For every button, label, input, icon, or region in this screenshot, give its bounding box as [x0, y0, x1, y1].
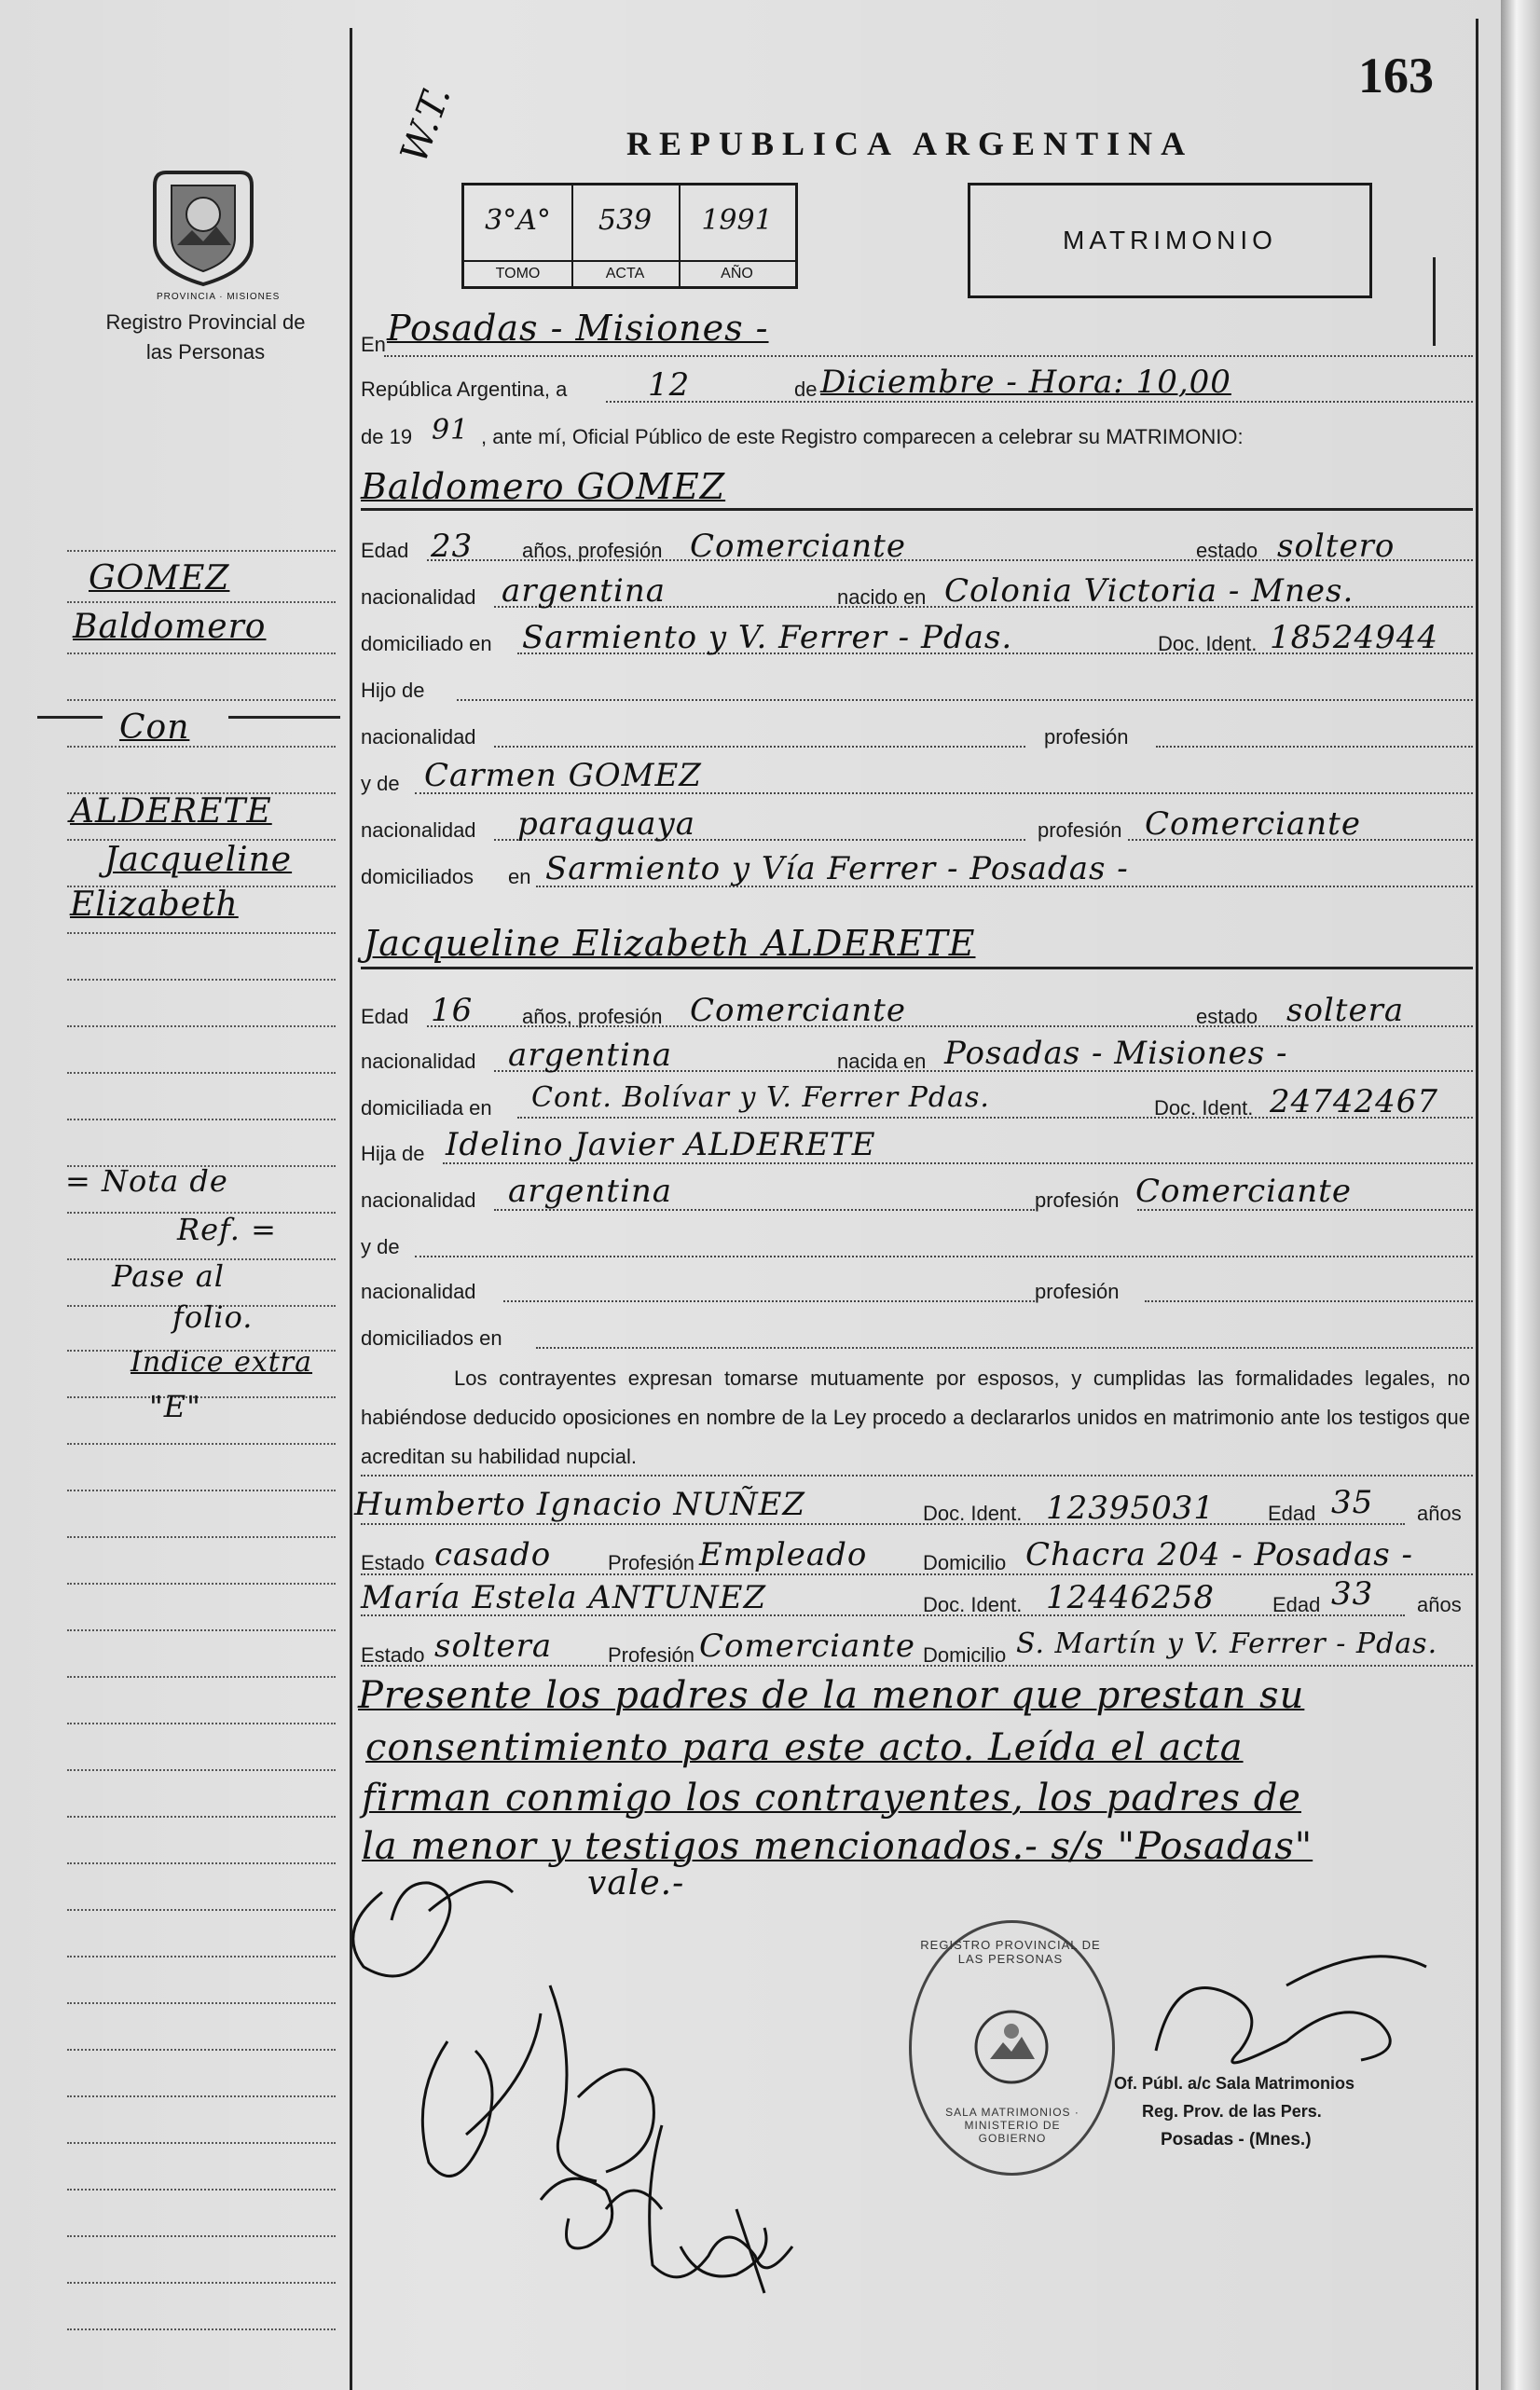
acta-label: ACTA	[571, 260, 679, 286]
margin-given-1: Baldomero	[73, 608, 267, 646]
groom-domicilio-value: Sarmiento y V. Ferrer - Pdas.	[522, 619, 1013, 656]
margin-note-3: Pase al	[112, 1258, 226, 1294]
page-number: 163	[1358, 48, 1434, 103]
initials-annotation: W.T.	[392, 79, 461, 169]
bride-profesion-label: años, profesión	[522, 1005, 663, 1028]
groom-estado-value: soltero	[1277, 528, 1396, 565]
shield-icon	[147, 163, 259, 289]
en-label: En	[361, 333, 386, 356]
bride-edad-value: 16	[431, 992, 474, 1029]
margin-given-2b: Elizabeth	[70, 886, 239, 924]
groom-madre-nac-label: nacionalidad	[361, 818, 476, 842]
month-hour-value: Diciembre - Hora: 10,00	[820, 364, 1231, 401]
witness-1-name: Humberto Ignacio NUÑEZ	[354, 1486, 806, 1523]
groom-doc-label: Doc. Ident.	[1158, 632, 1258, 655]
margin-note-4: folio.	[172, 1299, 254, 1335]
bride-doc-label: Doc. Ident.	[1154, 1096, 1254, 1119]
declaration-text: Los contrayentes expresan tomarse mutuamente por esposos, y cumplidas las formalidades legales, no habiéndose deducido oposiciones en nombre de la Ley procedo a declararlos unidos en matrimonio ante los testigos que acreditan su habilidad nupcial.	[361, 1367, 1470, 1468]
signature-father	[550, 1985, 653, 2181]
note-line-2: consentimiento para este acto. Leída el acta	[365, 1726, 1244, 1769]
witness-2-estado-value: soltera	[434, 1628, 553, 1665]
seal-inner-text: SALA MATRIMONIOS · MINISTERIO DE GOBIERNO	[945, 2106, 1079, 2145]
day-value: 12	[648, 366, 691, 404]
bride-nacida-value: Posadas - Misiones -	[944, 1035, 1288, 1072]
bride-padre-prof-label: profesión	[1035, 1188, 1120, 1212]
bride-nacionalidad-value: argentina	[508, 1037, 673, 1074]
witness-2-edad-label: Edad	[1272, 1593, 1321, 1616]
bride-y-de-label: y de	[361, 1235, 400, 1258]
acta-cell	[571, 185, 681, 286]
signature-witness-3	[681, 2209, 766, 2293]
margin-con: Con	[119, 708, 190, 747]
signature-bride	[422, 2013, 541, 2177]
groom-y-de-label: y de	[361, 772, 400, 795]
witness-2-anos-label: años	[1417, 1593, 1462, 1616]
groom-doc-value: 18524944	[1270, 619, 1439, 656]
groom-domicilio-label: domiciliado en	[361, 632, 492, 655]
bride-madre-prof-label: profesión	[1035, 1280, 1120, 1303]
record-type-label: MATRIMONIO	[1063, 226, 1277, 254]
margin-note-6: "E"	[149, 1389, 201, 1424]
witness-1-profesion-label: Profesión	[608, 1551, 694, 1574]
witness-1-doc-value: 12395031	[1046, 1490, 1216, 1527]
bride-madre-nac-label: nacionalidad	[361, 1280, 476, 1303]
note-line-5: vale.-	[587, 1864, 685, 1902]
bride-hija-label: Hija de	[361, 1142, 425, 1165]
margin-note-1: = Nota de	[65, 1163, 228, 1199]
bride-padre-prof-value: Comerciante	[1135, 1173, 1352, 1210]
bride-edad-label: Edad	[361, 1005, 409, 1028]
bracket-mark	[1433, 257, 1436, 346]
tomo-label: TOMO	[464, 260, 571, 286]
note-line-3: firman conmigo los contrayentes, los padres de	[362, 1777, 1301, 1820]
anio-cell	[679, 185, 795, 286]
officer-stamp-line-1: Of. Públ. a/c Sala Matrimonios	[1114, 2074, 1355, 2093]
tomo-cell	[464, 185, 573, 286]
witness-1-doc-label: Doc. Ident.	[923, 1502, 1023, 1525]
intro-text: , ante mí, Oficial Público de este Registro comparecen a celebrar su MATRIMONIO:	[481, 425, 1244, 448]
province-emblem	[147, 163, 281, 302]
place-value: Posadas - Misiones -	[387, 308, 769, 349]
groom-profesion-value: Comerciante	[690, 528, 906, 565]
bride-nacida-label: nacida en	[837, 1050, 927, 1073]
emblem-text: PROVINCIA · MISIONES	[157, 292, 281, 302]
bride-padre-value: Idelino Javier ALDERETE	[446, 1126, 876, 1163]
witness-1-profesion-value: Empleado	[699, 1536, 868, 1573]
margin-surname-1: GOMEZ	[89, 559, 230, 598]
witness-1-edad-value: 35	[1331, 1484, 1374, 1521]
margin-note-2: Ref. =	[177, 1212, 277, 1247]
margin-note-5: Indice extra	[131, 1346, 313, 1379]
margin-given-2a: Jacqueline	[104, 841, 293, 879]
republica-label: República Argentina, a	[361, 378, 568, 401]
groom-padres-dom-value: Sarmiento y Vía Ferrer - Posadas -	[545, 850, 1129, 887]
bride-profesion-value: Comerciante	[690, 992, 906, 1029]
groom-madre-value: Carmen GOMEZ	[424, 757, 702, 794]
witness-2-domicilio-label: Domicilio	[923, 1643, 1007, 1667]
acta-value: 539	[598, 204, 653, 237]
groom-edad-value: 23	[431, 528, 474, 565]
officer-stamp-line-3: Posadas - (Mnes.)	[1161, 2130, 1312, 2150]
witness-1-estado-label: Estado	[361, 1551, 425, 1574]
bride-domicilio-value: Cont. Bolívar y V. Ferrer Pdas.	[531, 1081, 990, 1114]
bride-domicilio-label: domiciliada en	[361, 1096, 492, 1119]
record-type-box	[968, 183, 1372, 298]
seal-emblem-icon	[971, 2007, 1052, 2087]
groom-padre-nac-label: nacionalidad	[361, 725, 476, 749]
groom-nacionalidad-label: nacionalidad	[361, 585, 476, 609]
groom-padre-prof-label: profesión	[1044, 725, 1129, 749]
note-line-4: la menor y testigos mencionados.- s/s "Posadas"	[362, 1825, 1313, 1868]
year-suffix: 91	[432, 414, 470, 446]
groom-padres-en-label: en	[508, 865, 531, 888]
margin-dash-left	[37, 716, 103, 719]
anio-label: AÑO	[679, 260, 795, 286]
witness-1-anos-label: años	[1417, 1502, 1462, 1525]
witness-1-edad-label: Edad	[1268, 1502, 1316, 1525]
officer-signature	[1100, 1911, 1473, 2097]
note-line-1: Presente los padres de la menor que prestan su	[358, 1674, 1305, 1717]
groom-profesion-label: años, profesión	[522, 539, 663, 562]
groom-edad-label: Edad	[361, 539, 409, 562]
record-number-box	[461, 183, 798, 289]
year-prefix: de 19	[361, 425, 413, 448]
binding-edge	[1501, 0, 1540, 2390]
groom-madre-prof-value: Comerciante	[1145, 805, 1361, 843]
witness-2-name: María Estela ANTUNEZ	[361, 1579, 767, 1616]
groom-nacido-value: Colonia Victoria - Mnes.	[944, 572, 1354, 610]
witness-2-doc-label: Doc. Ident.	[923, 1593, 1023, 1616]
margin-surname-2: ALDERETE	[70, 792, 272, 831]
bride-estado-label: estado	[1196, 1005, 1258, 1028]
signature-groom	[353, 1882, 513, 1976]
margin-dash-right	[228, 716, 340, 719]
witness-2-profesion-value: Comerciante	[699, 1628, 915, 1665]
groom-madre-prof-label: profesión	[1038, 818, 1122, 842]
signatures	[326, 1855, 811, 2321]
document-title: REPUBLICA ARGENTINA	[626, 125, 1194, 162]
seal-ring-text: REGISTRO PROVINCIAL DE LAS PERSONAS	[920, 1938, 1101, 1966]
witness-2-profesion-label: Profesión	[608, 1643, 694, 1667]
groom-madre-nac-value: paraguaya	[517, 805, 695, 843]
bride-estado-value: soltera	[1286, 992, 1405, 1029]
witness-2-edad-value: 33	[1331, 1575, 1374, 1613]
groom-padres-dom-label: domiciliados	[361, 865, 474, 888]
groom-hijo-label: Hijo de	[361, 679, 425, 702]
bride-padre-nac-value: argentina	[508, 1173, 673, 1210]
de-label: de	[794, 378, 818, 401]
bride-name: Jacqueline Elizabeth ALDERETE	[364, 923, 976, 964]
witness-2-domicilio-value: S. Martín y V. Ferrer - Pdas.	[1016, 1628, 1438, 1660]
bride-padres-dom-label: domiciliados en	[361, 1326, 502, 1350]
witness-1-domicilio-value: Chacra 204 - Posadas -	[1025, 1536, 1414, 1573]
witness-2-estado-label: Estado	[361, 1643, 425, 1667]
bride-nacionalidad-label: nacionalidad	[361, 1050, 476, 1073]
tomo-value: 3°A°	[485, 204, 551, 237]
groom-nacido-label: nacido en	[837, 585, 927, 609]
registry-name: Registro Provincial de las Personas	[105, 310, 306, 364]
signature-witness-1	[541, 2178, 662, 2248]
groom-name: Baldomero GOMEZ	[361, 466, 726, 507]
witness-1-domicilio-label: Domicilio	[923, 1551, 1007, 1574]
signature-witness-2	[650, 2125, 792, 2277]
anio-value: 1991	[701, 204, 773, 237]
right-border-line	[1476, 19, 1478, 2390]
witness-1-estado-value: casado	[434, 1536, 552, 1573]
officer-stamp-line-2: Reg. Prov. de las Pers.	[1142, 2102, 1322, 2121]
witness-2-doc-value: 12446258	[1046, 1579, 1216, 1616]
groom-nacionalidad-value: argentina	[502, 572, 667, 610]
bride-doc-value: 24742467	[1270, 1083, 1439, 1120]
official-seal	[909, 1920, 1115, 2176]
bride-padre-nac-label: nacionalidad	[361, 1188, 476, 1212]
groom-estado-label: estado	[1196, 539, 1258, 562]
